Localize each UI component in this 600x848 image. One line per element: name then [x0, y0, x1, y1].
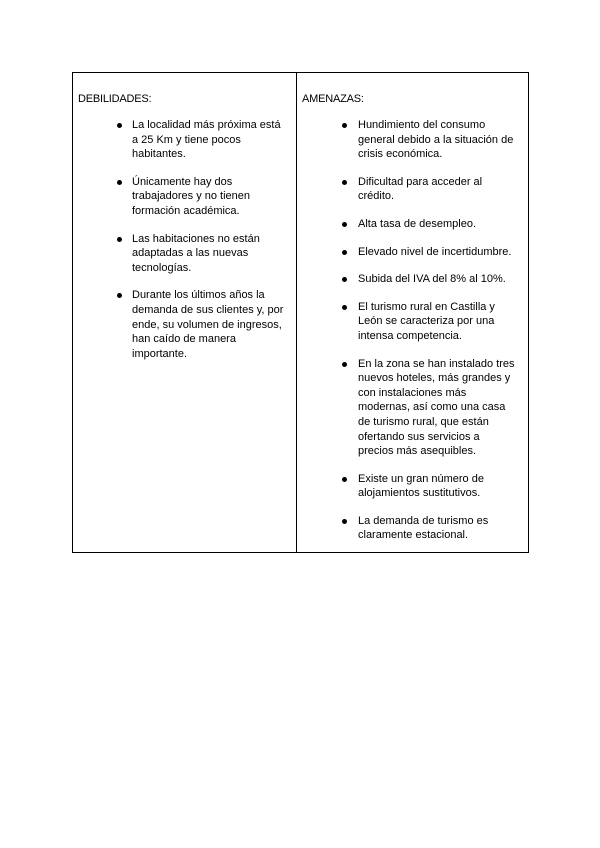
list-item [78, 175, 290, 219]
debilidades-column [73, 73, 297, 552]
bullet-icon [117, 293, 122, 298]
list-item [302, 300, 522, 344]
list-item [302, 357, 522, 459]
list-item-text: Hundimiento del consumo general debido a la situación de crisis económica. [358, 119, 514, 161]
bullet-icon [342, 250, 347, 255]
list-item [78, 118, 290, 162]
list-item-text: El turismo rural en Castilla y León se caracteriza por una intensa competencia. [358, 300, 495, 342]
list-item-text: Únicamente hay dos trabajadores y no tienen formación académica. [132, 175, 251, 217]
list-item-text: Elevado nivel de incertidumbre. [358, 245, 512, 258]
list-item-text: Existe un gran número de alojamientos sustitutivos. [358, 472, 484, 500]
bullet-icon [342, 519, 347, 524]
list-item [302, 272, 522, 287]
list-item [302, 472, 522, 501]
bullet-icon [342, 180, 347, 185]
bullet-icon [342, 362, 347, 367]
bullet-icon [342, 477, 347, 482]
list-item [302, 217, 522, 232]
amenazas-list [302, 118, 522, 543]
list-item [302, 245, 522, 260]
debilidades-list [78, 118, 290, 361]
list-item-text: Subida del IVA del 8% al 10%. [358, 273, 506, 286]
list-item-text: La demanda de turismo es claramente estacional. [358, 514, 489, 542]
list-item-text: Alta tasa de desempleo. [358, 217, 477, 230]
list-item [302, 514, 522, 543]
amenazas-column [297, 73, 528, 552]
list-item-text: Las habitaciones no están adaptadas a las nuevas tecnologías. [132, 232, 260, 274]
list-item-text: La localidad más próxima está a 25 Km y tiene pocos habitantes. [132, 119, 281, 161]
list-item [302, 118, 522, 162]
list-item-text: Durante los últimos años la demanda de sus clientes y, por ende, su volumen de ingresos, han caído de manera importante. [132, 289, 284, 360]
bullet-icon [117, 180, 122, 185]
bullet-icon [342, 123, 347, 128]
list-item [78, 288, 290, 361]
bullet-icon [117, 123, 122, 128]
list-item [78, 232, 290, 276]
debilidades-title: DEBILIDADES: [78, 93, 152, 105]
amenazas-title: AMENAZAS: [302, 93, 364, 105]
bullet-icon [342, 305, 347, 310]
bullet-icon [117, 237, 122, 242]
list-item-text: En la zona se han instalado tres nuevos hoteles, más grandes y con instalaciones más modernas, así como una casa de turismo rural, que están ofertando sus servicios a precios más asequibles. [358, 357, 515, 458]
bullet-icon [342, 222, 347, 227]
swot-table [72, 72, 529, 553]
bullet-icon [342, 277, 347, 282]
list-item-text: Dificultad para acceder al crédito. [358, 175, 483, 203]
list-item [302, 175, 522, 204]
